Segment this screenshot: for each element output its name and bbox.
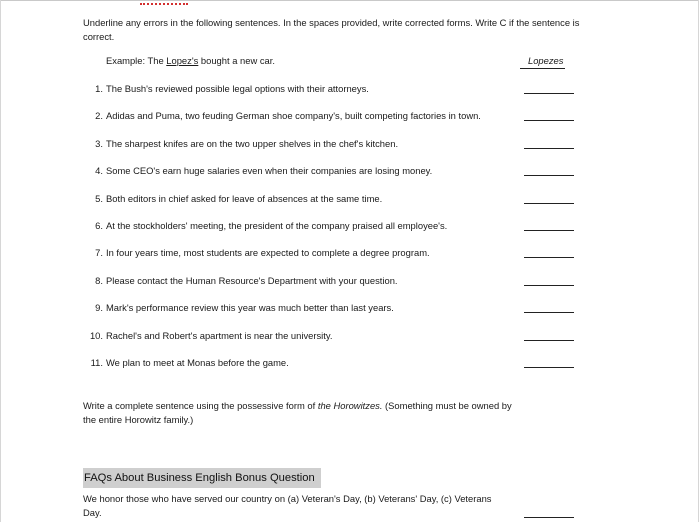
answer-blank[interactable]: [524, 312, 574, 313]
instructions: Underline any errors in the following sentences. In the spaces provided, write corrected forms. Write C if the sentence is correct.: [83, 17, 580, 42]
write-prompt: [83, 399, 523, 427]
question-text: Adidas and Puma, two feuding German shoe company's, built competing factories in town.: [106, 110, 481, 121]
answer-blank[interactable]: [524, 367, 574, 368]
question-text: Mark's performance review this year was much better than last years.: [106, 302, 394, 313]
answer-blank[interactable]: [524, 120, 574, 121]
question-number: 4.: [95, 165, 103, 176]
bonus-question: We honor those who have served our country on (a) Veteran's Day, (b) Veterans' Day, (c) Veterans Day.: [83, 493, 492, 518]
answer-blank[interactable]: [524, 93, 574, 94]
answer-blank[interactable]: [524, 148, 574, 149]
example-answer: Lopezes: [520, 54, 565, 69]
question-text: Please contact the Human Resource's Department with your question.: [106, 275, 398, 286]
question-number: 5.: [95, 193, 103, 204]
question-number: 7.: [95, 247, 103, 258]
example-suffix: bought a new car.: [198, 55, 275, 66]
question-number: 8.: [95, 275, 103, 286]
question-text: Both editors in chief asked for leave of absences at the same time.: [106, 193, 383, 204]
question-number: 3.: [95, 138, 103, 149]
write-prompt-italic: the Horowitzes.: [317, 400, 383, 411]
question-text: We plan to meet at Monas before the game.: [106, 357, 289, 368]
example-prefix: Example: The: [106, 55, 167, 66]
question-number: 2.: [95, 110, 103, 121]
question-text: The Bush's reviewed possible legal options with their attorneys.: [106, 83, 369, 94]
question-number: 9.: [95, 302, 103, 313]
page-left-border: [0, 0, 1, 522]
example-sentence: [106, 54, 275, 68]
write-prompt-before: Write a complete sentence using the possessive form of: [83, 400, 318, 411]
question-number: 6.: [95, 220, 103, 231]
answer-blank[interactable]: [524, 203, 574, 204]
question-number: 1.: [95, 83, 103, 94]
answer-blank[interactable]: [524, 230, 574, 231]
question-number: 10.: [89, 330, 103, 341]
answer-blank[interactable]: [524, 175, 574, 176]
spellcheck-squiggle: [140, 0, 188, 5]
answer-blank[interactable]: [524, 257, 574, 258]
question-text: Rachel's and Robert's apartment is near the university.: [106, 330, 333, 341]
answer-blank[interactable]: [524, 340, 574, 341]
question-text: At the stockholders' meeting, the president of the company praised all employee's.: [106, 220, 448, 231]
question-number: 11.: [90, 357, 103, 368]
question-text: In four years time, most students are expected to complete a degree program.: [106, 247, 430, 258]
page-top-border: [0, 0, 699, 1]
question-text: The sharpest knifes are on the two upper shelves in the chef's kitchen.: [106, 138, 399, 149]
bonus-answer-blank[interactable]: [524, 517, 574, 518]
question-text: Some CEO's earn huge salaries even when their companies are losing money.: [106, 165, 433, 176]
faq-heading: FAQs About Business English Bonus Question: [83, 468, 321, 488]
answer-blank[interactable]: [524, 285, 574, 286]
write-prompt-after: (Something must be owned by the entire Horowitz family.): [83, 400, 512, 425]
example-underlined: Lopez's: [166, 55, 199, 66]
